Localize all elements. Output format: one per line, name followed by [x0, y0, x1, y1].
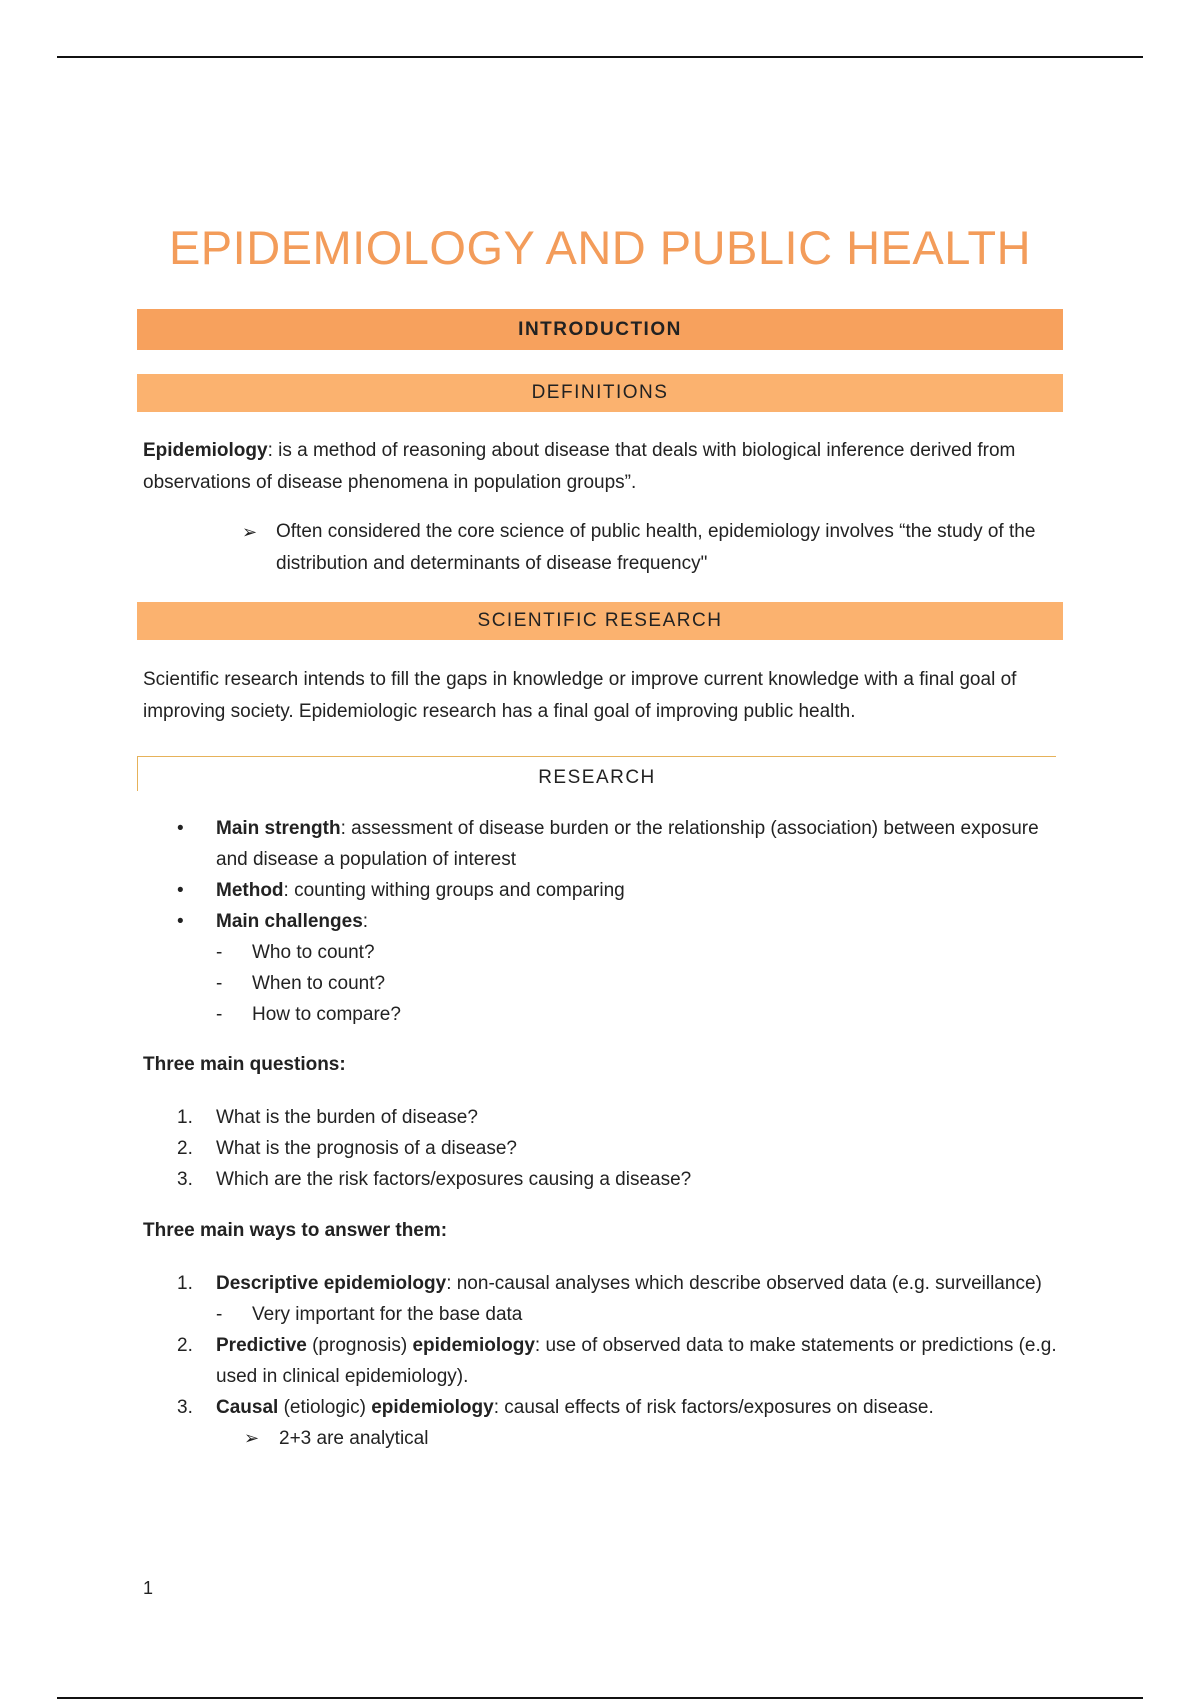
ways-heading: Three main ways to answer them: — [143, 1220, 448, 1241]
term-epidemiology: epidemiology — [412, 1335, 535, 1356]
bottom-rule — [57, 1697, 1143, 1699]
list-item — [137, 1392, 1063, 1423]
note-text: Often considered the core science of public health, epidemiology involves “the study of the distribution and determinants of disease frequency" — [276, 521, 1036, 574]
list-item — [137, 937, 1063, 968]
item-text: : counting withing groups and comparing — [283, 880, 625, 901]
epidemiology-definition — [143, 435, 1053, 499]
term-predictive: Predictive — [216, 1335, 307, 1356]
item-text: Which are the risk factors/exposures causing a disease? — [216, 1169, 692, 1190]
item-text: Who to count? — [252, 942, 375, 963]
list-item — [137, 968, 1063, 999]
arrow-bullet-icon: ➢ — [244, 1428, 260, 1448]
dash-bullet-icon: - — [216, 1304, 223, 1325]
document-title: EPIDEMIOLOGY AND PUBLIC HEALTH — [168, 221, 1032, 274]
list-item — [137, 1133, 1063, 1164]
dot-bullet-icon: • — [177, 880, 184, 901]
list-number: 3. — [177, 1169, 193, 1190]
list-number: 1. — [177, 1107, 193, 1128]
item-text: 2+3 are analytical — [279, 1428, 429, 1449]
scientific-paragraph: Scientific research intends to fill the gaps in knowledge or improve current knowledge with a final goal of improving society. Epidemiologic research has a final goal of improving public health. — [143, 669, 1017, 722]
term-epidemiology: epidemiology — [371, 1397, 494, 1418]
term-method: Method — [216, 880, 284, 901]
item-text: : causal effects of risk factors/exposures on disease. — [493, 1397, 934, 1418]
questions-list — [137, 1102, 1063, 1195]
list-item — [137, 1102, 1063, 1133]
item-text: Very important for the base data — [252, 1304, 523, 1325]
item-text: When to count? — [252, 973, 386, 994]
list-item — [137, 999, 1063, 1030]
dash-bullet-icon: - — [216, 973, 223, 994]
dot-bullet-icon: • — [177, 818, 184, 839]
item-text: : use of observed data to make statements or predictions (e.g. used in clinical epidemiology). — [216, 1335, 1057, 1387]
list-item — [137, 1268, 1063, 1299]
list-number: 3. — [177, 1397, 193, 1418]
list-item — [137, 1299, 1063, 1330]
research-list — [137, 813, 1063, 1030]
item-text: : non-causal analyses which describe observed data (e.g. surveillance) — [446, 1273, 1042, 1294]
section-research: RESEARCH — [137, 756, 1056, 791]
item-text: What is the prognosis of a disease? — [216, 1138, 518, 1159]
dash-bullet-icon: - — [216, 1004, 223, 1025]
list-item — [137, 1423, 1063, 1454]
questions-heading: Three main questions: — [143, 1054, 346, 1075]
list-item — [137, 906, 1063, 937]
term-epidemiology: Epidemiology — [143, 440, 268, 461]
item-text: How to compare? — [252, 1004, 401, 1025]
item-text: What is the burden of disease? — [216, 1107, 478, 1128]
section-introduction: INTRODUCTION — [137, 309, 1063, 350]
section-definitions: DEFINITIONS — [137, 374, 1063, 412]
list-item — [137, 813, 1063, 875]
arrow-bullet-icon: ➢ — [242, 522, 258, 542]
dot-bullet-icon: • — [177, 911, 184, 932]
list-number: 2. — [177, 1138, 193, 1159]
term-descriptive: Descriptive epidemiology — [216, 1273, 447, 1294]
item-text: : — [362, 911, 369, 932]
item-text: : assessment of disease burden or the relationship (association) between exposure and disease a population of interest — [216, 818, 1039, 870]
dash-bullet-icon: - — [216, 942, 223, 963]
list-item — [137, 1330, 1063, 1392]
term-causal: Causal — [216, 1397, 279, 1418]
term-main-strength: Main strength — [216, 818, 341, 839]
item-extra: (prognosis) — [306, 1335, 413, 1356]
page-number: 1 — [143, 1578, 154, 1598]
top-rule — [57, 56, 1143, 58]
epidemiology-note — [242, 516, 1062, 580]
term-main-challenges: Main challenges — [216, 911, 363, 932]
section-scientific-research: SCIENTIFIC RESEARCH — [137, 602, 1063, 640]
ways-list — [137, 1268, 1063, 1454]
list-item — [137, 1164, 1063, 1195]
list-item — [137, 875, 1063, 906]
definition-text: : is a method of reasoning about disease that deals with biological inference derived from observations of disease phenomena in population groups”. — [143, 440, 1016, 493]
list-number: 1. — [177, 1273, 193, 1294]
list-number: 2. — [177, 1335, 193, 1356]
item-extra: (etiologic) — [278, 1397, 372, 1418]
